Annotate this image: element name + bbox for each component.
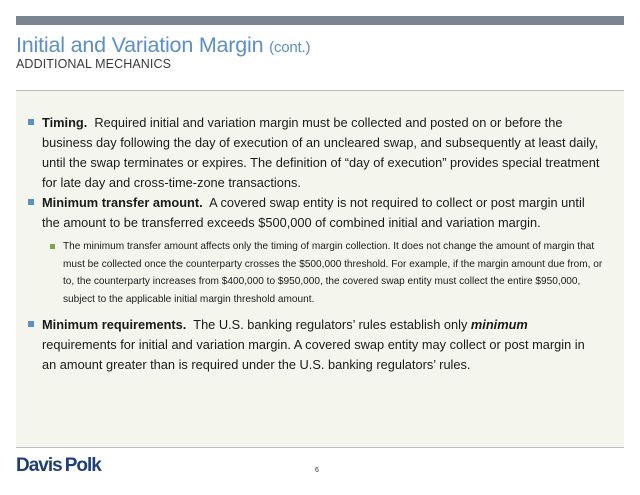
bullet-emphasis: minimum bbox=[470, 317, 528, 332]
bullet-text: Required initial and variation margin must be collected and posted on or before the business day following the day of execution of an uncleared swap, and subsequently at least daily, until the swap terminates or expires. The definition of “day of execution” provides special treatment for late day and cross-time-zone transactions. bbox=[42, 115, 600, 190]
page-subtitle: ADDITIONAL MECHANICS bbox=[16, 57, 172, 71]
title-main: Initial and Variation Margin bbox=[16, 33, 264, 57]
logo-word-polk: Polk bbox=[64, 455, 101, 476]
bullet-heading: Minimum transfer amount. bbox=[42, 195, 203, 210]
bullet-timing bbox=[42, 113, 602, 193]
page-title bbox=[16, 33, 310, 58]
page-number: 6 bbox=[315, 467, 319, 474]
bullet-heading: Timing. bbox=[42, 115, 88, 130]
davis-polk-logo bbox=[16, 455, 101, 477]
bullet-text-after: requirements for initial and variation margin. A covered swap entity may collect or post margin in an amount greater than is required under the U.S. banking regulators’ rules. bbox=[42, 337, 585, 372]
bullet-square-icon bbox=[28, 119, 34, 125]
bullet-square-icon bbox=[28, 321, 34, 327]
sub-bullet-transfer-detail: The minimum transfer amount affects only the timing of margin collection. It does not change the amount of margin that must be collected once the counterparty crosses the $500,000 threshold. For example, if the margin amount due from, or to, the counterparty increases from $400,000 to $950,000, the covered swap entity must collect the entire $950,000, subject to the applicable initial margin threshold amount. bbox=[63, 241, 603, 305]
content-bottom-divider bbox=[16, 447, 624, 448]
bullet-minimum-transfer bbox=[42, 193, 602, 233]
bullet-text-before: The U.S. banking regulators’ rules establish only bbox=[193, 317, 468, 332]
logo-word-davis: Davis bbox=[16, 455, 62, 476]
bullet-text: A covered swap entity is not required to collect or post margin until the amount to be transferred exceeds $500,000 of combined initial and variation margin. bbox=[42, 195, 585, 230]
bullet-square-icon bbox=[28, 199, 34, 205]
title-suffix: (cont.) bbox=[269, 39, 311, 56]
bullet-minimum-requirements bbox=[42, 315, 602, 375]
bullet-heading: Minimum requirements. bbox=[42, 317, 187, 332]
header-bar bbox=[16, 16, 624, 25]
sub-bullet-square-icon bbox=[50, 244, 55, 249]
